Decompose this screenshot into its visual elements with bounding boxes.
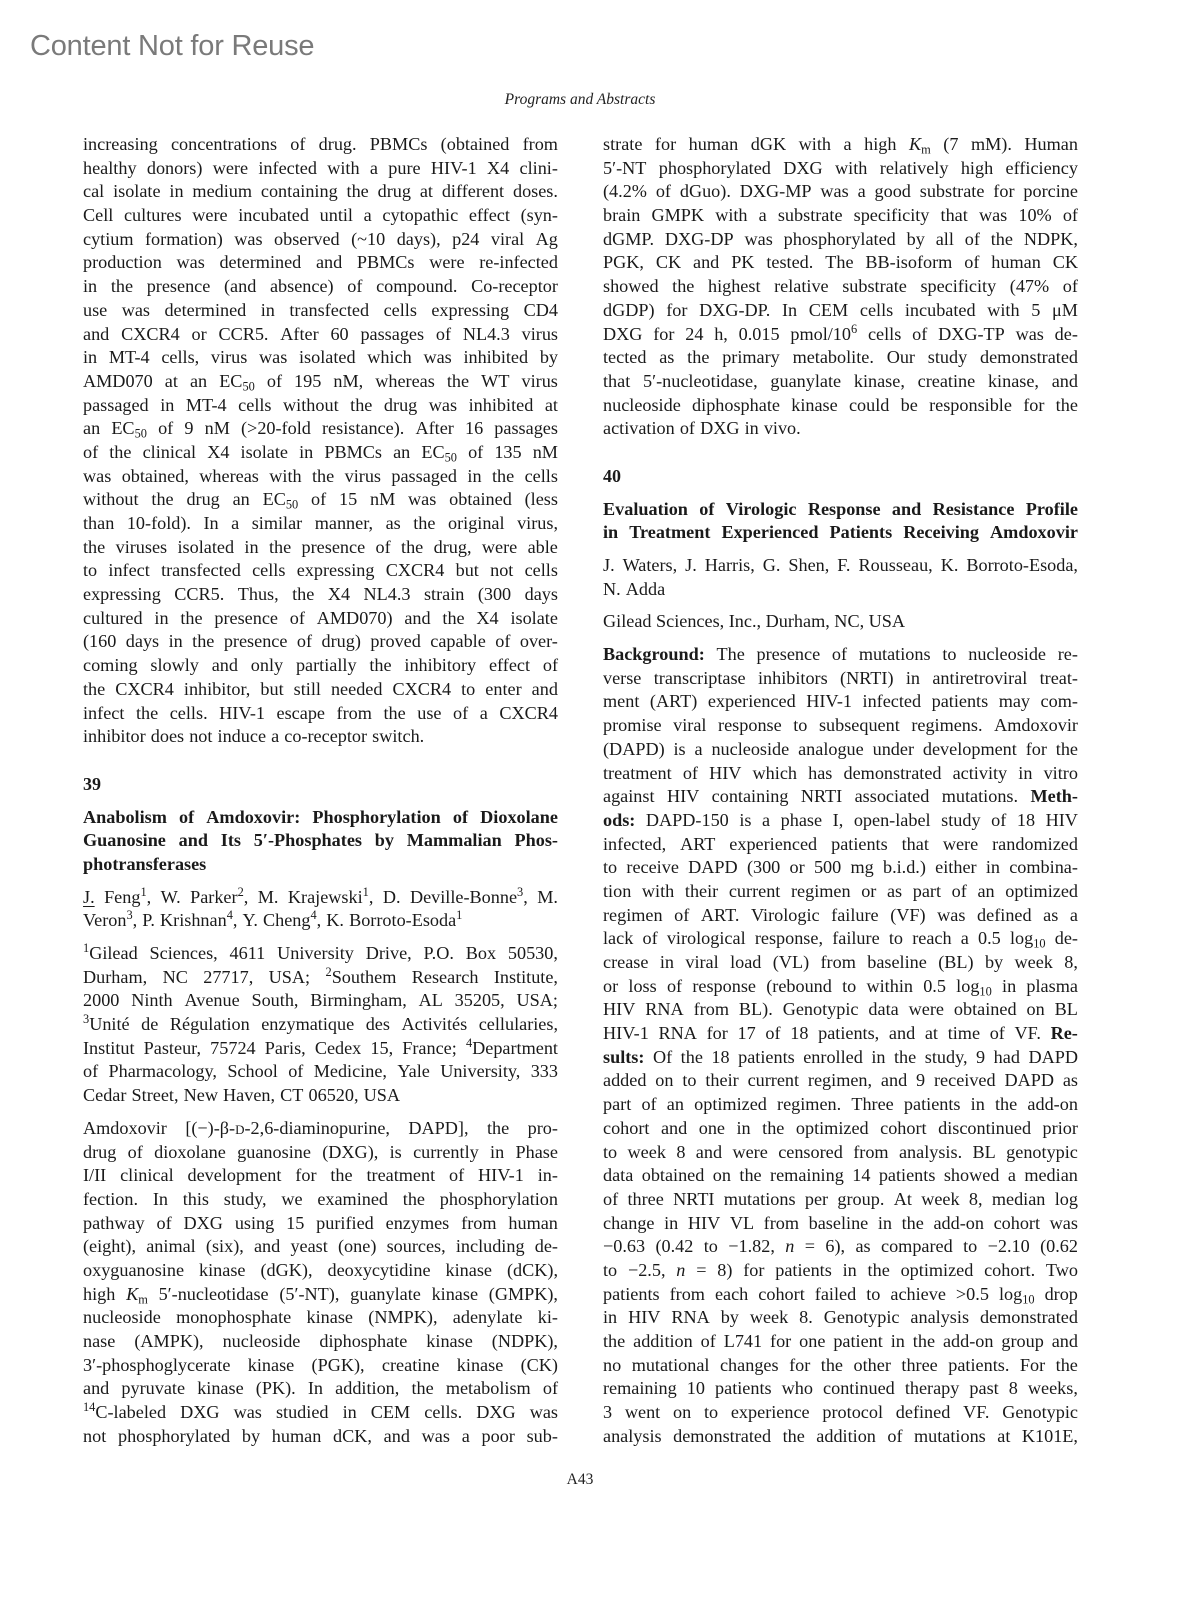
abstract-number: 39	[83, 773, 101, 794]
text-line: production was determined and PBMCs were re-infected	[83, 252, 558, 273]
left-column	[83, 133, 558, 1448]
text-line: regimen of ART. Virologic failure (VF) was defined as a	[603, 904, 1078, 925]
text-line: no mutational changes for the other three patients. For the	[603, 1354, 1078, 1375]
text-line: nase (AMPK), nucleoside diphosphate kinase (NDPK),	[83, 1331, 558, 1351]
text-line: crease in viral load (VL) from baseline (BL) by week 8,	[603, 952, 1078, 972]
text-line: nucleoside monophosphate kinase (NMPK), adenylate ki-	[83, 1307, 558, 1328]
text-line: PGK, CK and PK tested. The BB-isoform of human CK	[603, 252, 1078, 273]
text-line: −0.63 (0.42 to −1.82, n = 6), as compared to −2.10 (0.62	[603, 1236, 1078, 1257]
author-line: J. Feng$^1$, W. Parker$^2$, M. Krajewski$^1$, D. Deville-Bonne$^3$, M.	[83, 884, 558, 907]
text-line: to week 8 and were censored from analysis. BL genotypic	[603, 1141, 1078, 1162]
text-line: in Treatment Experienced Patients Receiving Amdoxovir	[603, 522, 1078, 543]
text-line: I/II clinical development for the treatment of HIV-1 in-	[83, 1165, 558, 1186]
text-line: to −2.5, n = 8) for patients in the optimized cohort. Two	[603, 1259, 1078, 1280]
text-line: the CXCR4 inhibitor, but still needed CXCR4 to enter and	[83, 678, 558, 699]
text-line: $^{14}$C-labeled DXG was studied in CEM cells. DXG was	[83, 1400, 558, 1423]
text-line: J. Waters, J. Harris, G. Shen, F. Rousseau, K. Borroto-Esoda,	[603, 555, 1078, 575]
text-line: 2000 Ninth Avenue South, Birmingham, AL 35205, USA;	[83, 990, 558, 1011]
affiliation: Gilead Sciences, Inc., Durham, NC, USA	[603, 611, 906, 632]
text-line: high $K_m$ 5′-nucleotidase (5′-NT), guanylate kinase (GMPK),	[83, 1283, 558, 1307]
text-line: (4.2% of dGuo). DXG-MP was a good substrate for porcine	[603, 181, 1078, 202]
text-line: of the clinical X4 isolate in PBMCs an $EC_{50}$ of 135 nM	[83, 441, 558, 465]
text-line: Cedar Street, New Haven, CT 06520, USA	[83, 1085, 400, 1106]
continued-abstract-text	[603, 133, 1078, 441]
text-line: cultured in the presence of AMD070) and the X4 isolate	[83, 607, 558, 628]
text-line: dGMP. DXG-DP was phosphorylated by all of the NDPK,	[603, 228, 1078, 249]
right-column	[603, 133, 1078, 1448]
text-line: $^1$Gilead Sciences, 4611 University Drive, P.O. Box 50530,	[83, 941, 558, 963]
text-line: healthy donors) were infected with a pure HIV-1 X4 clini-	[83, 157, 558, 178]
text-line: or loss of response (rebound to within 0.5 $\log_{10}$ in plasma	[603, 975, 1078, 999]
text-line: drug of dioxolane guanosine (DXG), is currently in Phase	[83, 1141, 558, 1162]
text-line: than 10-fold). In a similar manner, as the original virus,	[83, 513, 558, 533]
text-line: promise viral response to subsequent regimens. Amdoxovir	[603, 715, 1078, 736]
text-line: in MT-4 cells, virus was isolated which was inhibited by	[83, 347, 558, 368]
text-line: to receive DAPD (300 or 500 mg b.i.d.) either in combina-	[603, 857, 1078, 878]
text-line: part of an optimized regimen. Three patients in the add-on	[603, 1094, 1078, 1115]
text-line: $^3$Unité de Régulation enzymatique des Activités cellularies,	[83, 1012, 558, 1035]
text-line: (DAPD) is a nucleoside analogue under development for the	[603, 738, 1078, 759]
text-line: data obtained on the remaining 14 patients showed a median	[603, 1165, 1078, 1186]
text-line: AMD070 at an $EC_{50}$ of 195 nM, whereas the WT virus	[83, 370, 558, 394]
text-line: Guanosine and Its 5′-Phosphates by Mammalian Phos-	[83, 830, 558, 851]
text-line: and CXCR4 or CCR5. After 60 passages of NL4.3 virus	[83, 323, 558, 344]
text-line: DXG for 24 h, 0.015 pmol/$10^6$ cells of DXG-TP was de-	[603, 321, 1078, 344]
abstract-number: 40	[603, 465, 621, 486]
text-line: patients from each cohort failed to achieve >0.5 $\log_{10}$ drop	[603, 1283, 1078, 1307]
text-line: analysis demonstrated the addition of mutations at K101E,	[603, 1425, 1078, 1446]
text-line: change in HIV VL from baseline in the add-on cohort was	[603, 1212, 1078, 1233]
text-line: Durham, NC 27717, USA; $^2$Southem Research Institute,	[83, 964, 558, 987]
text-line: ment (ART) experienced HIV-1 infected patients may com-	[603, 691, 1078, 712]
text-line: HIV-1 RNA for 17 of 18 patients, and at time of VF. Re-	[603, 1023, 1078, 1044]
text-line: in the presence (and absence) of compound. Co-receptor	[83, 276, 558, 297]
text-line: Anabolism of Amdoxovir: Phosphorylation of Dioxolane	[83, 806, 558, 827]
text-line: nucleoside diphosphate kinase could be responsible for the	[603, 394, 1078, 415]
text-line: use was determined in transfected cells expressing CD4	[83, 299, 558, 320]
abstract-title	[603, 498, 1078, 545]
abstract-title	[83, 806, 558, 877]
author-list	[603, 554, 1078, 601]
text-line: oxyguanosine kinase (dGK), deoxycytidine kinase (dCK),	[83, 1259, 558, 1280]
text-line: Evaluation of Virologic Response and Resistance Profile	[603, 498, 1078, 519]
text-line: increasing concentrations of drug. PBMCs (obtained from	[83, 134, 558, 154]
text-line: dGDP) for DXG-DP. In CEM cells incubated with 5 μM	[603, 299, 1078, 320]
text-line: the addition of L741 for one patient in the add-on group and	[603, 1331, 1078, 1351]
text-line: and pyruvate kinase (PK). In addition, the metabolism of	[83, 1378, 558, 1399]
text-line: infect the cells. HIV-1 escape from the use of a CXCR4	[83, 702, 558, 723]
text-line: cytium formation) was observed (~10 days), p24 viral Ag	[83, 228, 558, 249]
text-line: showed the highest relative substrate specificity (47% of	[603, 276, 1078, 297]
text-line: against HIV containing NRTI associated mutations. Meth-	[603, 786, 1078, 807]
author-line: Veron$^3$, P. Krishnan$^4$, Y. Cheng$^4$, K. Borroto-Esoda$^1$	[83, 908, 463, 931]
text-line: ods: DAPD-150 is a phase I, open-label study of 18 HIV	[603, 809, 1078, 830]
text-line: without the drug an $EC_{50}$ of 15 nM was obtained (less	[83, 489, 558, 513]
text-line: Cell cultures were incubated until a cytopathic effect (syn-	[83, 205, 558, 226]
text-line: 5′-NT phosphorylated DXG with relatively high efficiency	[603, 157, 1078, 178]
text-line: an $EC_{50}$ of 9 nM (>20-fold resistance). After 16 passages	[83, 418, 558, 441]
text-line: verse transcriptase inhibitors (NRTI) in antiretroviral treat-	[603, 667, 1078, 688]
text-line: tected as the primary metabolite. Our study demonstrated	[603, 347, 1078, 368]
running-head: Programs and Abstracts	[504, 91, 656, 108]
text-line: Background: The presence of mutations to nucleoside re-	[603, 644, 1078, 665]
text-line: not phosphorylated by human dCK, and was a poor sub-	[83, 1425, 558, 1446]
text-line: to infect transfected cells expressing CXCR4 but not cells	[83, 560, 558, 581]
watermark: Content Not for Reuse	[30, 30, 315, 62]
abstract-body	[83, 1117, 558, 1449]
text-line: expressing CCR5. Thus, the X4 NL4.3 strain (300 days	[83, 584, 558, 605]
text-line: coming slowly and only partially the inhibitory effect of	[83, 655, 558, 676]
text-line: strate for human dGK with a high $K_m$ (7 mM). Human	[603, 134, 1078, 157]
text-line: (160 days in the presence of drug) proved capable of over-	[83, 631, 558, 652]
text-line: fection. In this study, we examined the phosphorylation	[83, 1188, 558, 1209]
page-number: A43	[566, 1471, 594, 1488]
text-line: tion with their current regimen or as part of an optimized	[603, 880, 1078, 901]
continued-abstract-text	[83, 133, 558, 749]
text-line: the viruses isolated in the presence of the drug, were able	[83, 536, 558, 557]
text-line: lack of virological response, failure to reach a 0.5 $\log_{10}$ de-	[603, 928, 1078, 952]
text-line: was obtained, whereas with the virus passaged in the cells	[83, 465, 558, 486]
text-line: pathway of DXG using 15 purified enzymes from human	[83, 1212, 558, 1233]
text-line: of three NRTI mutations per group. At week 8, median log	[603, 1188, 1078, 1209]
text-line: in HIV RNA by week 8. Genotypic analysis demonstrated	[603, 1307, 1078, 1328]
text-line: that 5′-nucleotidase, guanylate kinase, creatine kinase, and	[603, 370, 1078, 391]
text-line: cal isolate in medium containing the drug at different doses.	[83, 181, 558, 202]
text-line: remaining 10 patients who continued therapy past 8 weeks,	[603, 1378, 1078, 1399]
text-line: sults: Of the 18 patients enrolled in the study, 9 had DAPD	[603, 1046, 1078, 1067]
text-line: infected, ART experienced patients that were randomized	[603, 833, 1078, 854]
text-line: passaged in MT-4 cells without the drug was inhibited at	[83, 394, 558, 415]
text-line: cohort and one in the optimized cohort discontinued prior	[603, 1117, 1078, 1138]
affiliations	[83, 942, 558, 1108]
author-list	[83, 886, 558, 933]
abstract-body	[603, 643, 1078, 1448]
text-line: N. Adda	[603, 578, 666, 599]
text-line: activation of DXG in vivo.	[603, 418, 801, 439]
text-line: (eight), animal (six), and yeast (one) sources, including de-	[83, 1236, 558, 1257]
text-line: 3′-phosphoglycerate kinase (PGK), creatine kinase (CK)	[83, 1354, 558, 1375]
text-line: photransferases	[83, 853, 207, 874]
text-line: HIV RNA from BL). Genotypic data were obtained on BL	[603, 999, 1078, 1020]
text-line: 3 went on to experience protocol defined VF. Genotypic	[603, 1402, 1078, 1423]
text-line: treatment of HIV which has demonstrated activity in vitro	[603, 762, 1078, 783]
text-line: of Pharmacology, School of Medicine, Yale University, 333	[83, 1061, 558, 1082]
text-line: added on to their current regimen, and 9 received DAPD as	[603, 1070, 1078, 1091]
text-line: brain GMPK with a substrate specificity that was 10% of	[603, 205, 1078, 226]
text-line: Institut Pasteur, 75724 Paris, Cedex 15, France; $^4$Department	[83, 1035, 558, 1058]
text-line: inhibitor does not induce a co-receptor switch.	[83, 726, 425, 747]
text-line: Amdoxovir [(−)-β-d-2,6-diaminopurine, DAPD], the pro-	[83, 1117, 558, 1138]
